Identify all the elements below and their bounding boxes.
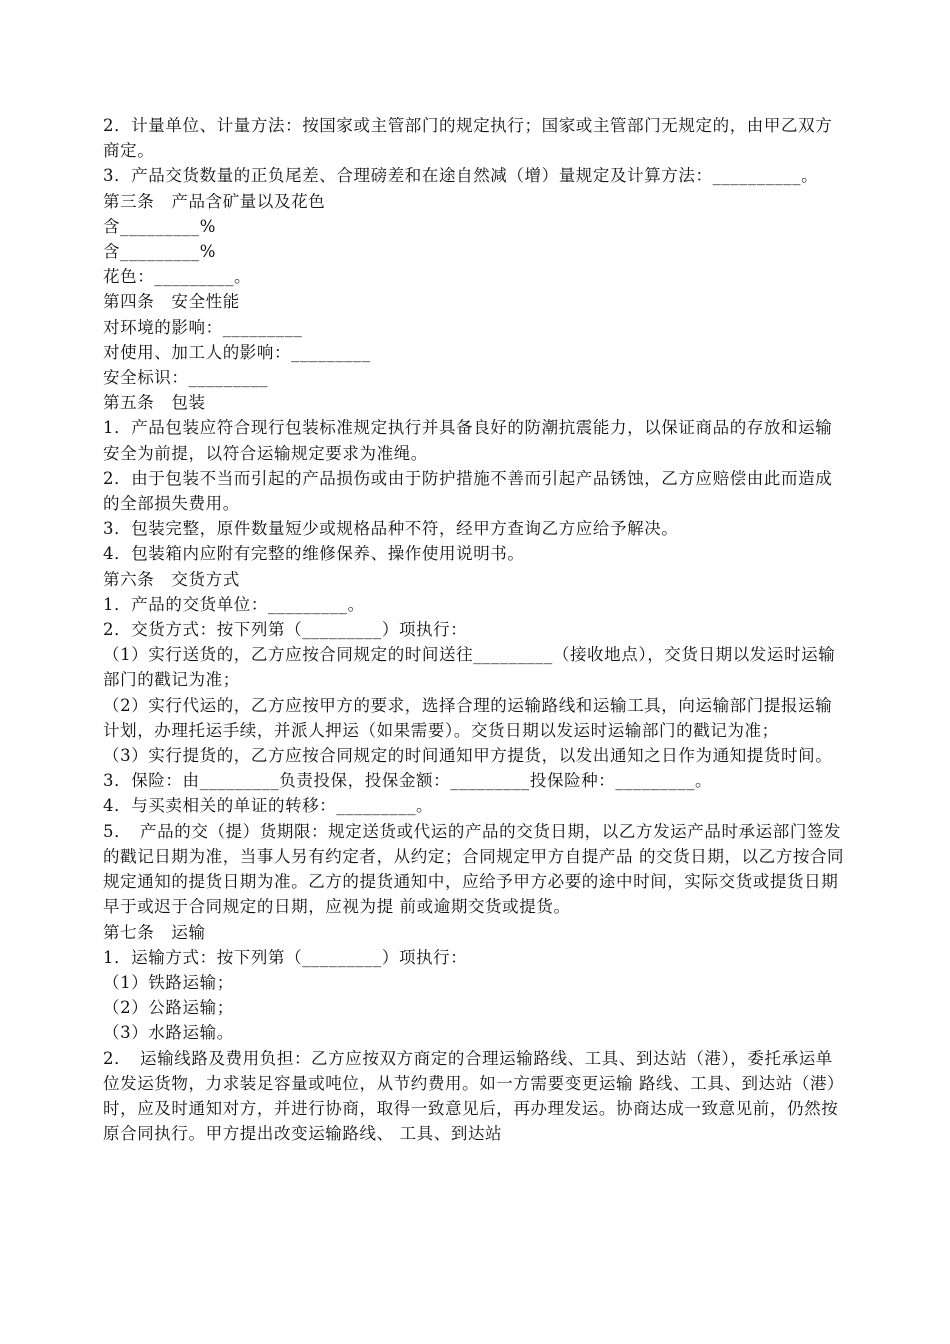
insurance-clause: 3．保险：由_________负责投保，投保金额：_________投保险种：_________。 xyxy=(103,771,713,791)
transport-route-cost-clause: 2． 运输线路及费用负担：乙方应按双方商定的合理运输路线、工具、到达站（港），委托承运单位发运货物，力求装足容量或吨位，从节约费用。如一方需要变更运输 路线、工具、到达站（港）时，应及时通知对方，并进行协商，取得一致意见后，再办理发运。协商达成一致意见前，仍然按原合同执行。甲方提出改变运输路线、 工具、到达站 xyxy=(103,1048,845,1144)
delivery-option-1: （1）实行送货的，乙方应按合同规定的时间送往_________（接收地点），交货日期以发运时运输部门的戳记为准； xyxy=(103,645,836,690)
delivery-option-3: （3）实行提货的，乙方应按合同规定的时间通知甲方提货，以发出通知之日作为通知提货时间。 xyxy=(103,746,833,766)
packaging-clause-2: 2．由于包装不当而引起的产品损伤或由于防护措施不善而引起产品锈蚀，乙方应赔偿由此而造成的全部损失费用。 xyxy=(103,468,833,514)
document-transfer-clause: 4．与买卖相关的单证的转移：_________。 xyxy=(103,796,434,816)
clause-3-quantity-tolerance: 3．产品交货数量的正负尾差、合理磅差和在途自然减（增）量规定及计算方法：__________。 xyxy=(103,166,819,186)
article-7-heading: 第七条 运输 xyxy=(103,922,206,942)
article-4-heading: 第四条 安全性能 xyxy=(103,292,240,312)
safety-mark-field: 安全标识：_________ xyxy=(103,368,269,388)
article-6-heading: 第六条 交货方式 xyxy=(103,569,240,589)
packaging-clause-1: 1．产品包装应符合现行包装标准规定执行并具备良好的防潮抗震能力，以保证商品的存放和运输安全为前提，以符合运输规定要求为准绳。 xyxy=(103,418,833,463)
ore-content-field-1: 含_________% xyxy=(103,216,217,236)
packaging-clause-3: 3．包装完整，原件数量短少或规格品种不符，经甲方查询乙方应给予解决。 xyxy=(103,519,679,539)
delivery-period-clause: 5． 产品的交（提）货期限：规定送货或代运的产品的交货日期，以乙方发运产品时承运部门签发的戳记日期为准，当事人另有约定者，从约定；合同规定甲方自提产品 的交货日期，以乙方按合同规定通知的提货日期为准。乙方的提货通知中，应给予甲方必要的途中时间，实际交货或提货日期早于或迟于合同规定的日期，应视为提 前或逾期交货或提货。 xyxy=(103,821,845,917)
packaging-clause-4: 4．包装箱内应附有完整的维修保养、操作使用说明书。 xyxy=(103,544,525,564)
delivery-method-clause: 2．交货方式：按下列第（_________）项执行： xyxy=(103,620,468,640)
color-field: 花色：_________。 xyxy=(103,267,252,287)
document-page xyxy=(103,113,849,1146)
transport-method-clause: 1．运输方式：按下列第（_________）项执行： xyxy=(103,947,468,967)
delivery-option-2: （2）实行代运的，乙方应按甲方的要求，选择合理的运输路线和运输工具，向运输部门提报运输计划，办理托运手续，并派人押运（如果需要）。交货日期以发运时运输部门的戳记为准； xyxy=(103,695,833,740)
ore-content-field-2: 含_________% xyxy=(103,242,217,262)
transport-option-rail: （1）铁路运输； xyxy=(103,972,234,992)
transport-option-water: （3）水路运输。 xyxy=(103,1023,234,1043)
article-5-heading: 第五条 包装 xyxy=(103,393,206,413)
environment-impact-field: 对环境的影响：_________ xyxy=(103,317,303,337)
article-3-heading: 第三条 产品含矿量以及花色 xyxy=(103,191,326,211)
transport-option-road: （2）公路运输； xyxy=(103,998,234,1018)
user-impact-field: 对使用、加工人的影响：_________ xyxy=(103,342,371,362)
clause-2-measurement-unit: 2．计量单位、计量方法：按国家或主管部门的规定执行；国家或主管部门无规定的，由甲乙双方商定。 xyxy=(103,116,833,161)
delivery-unit-field: 1．产品的交货单位：_________。 xyxy=(103,594,365,614)
